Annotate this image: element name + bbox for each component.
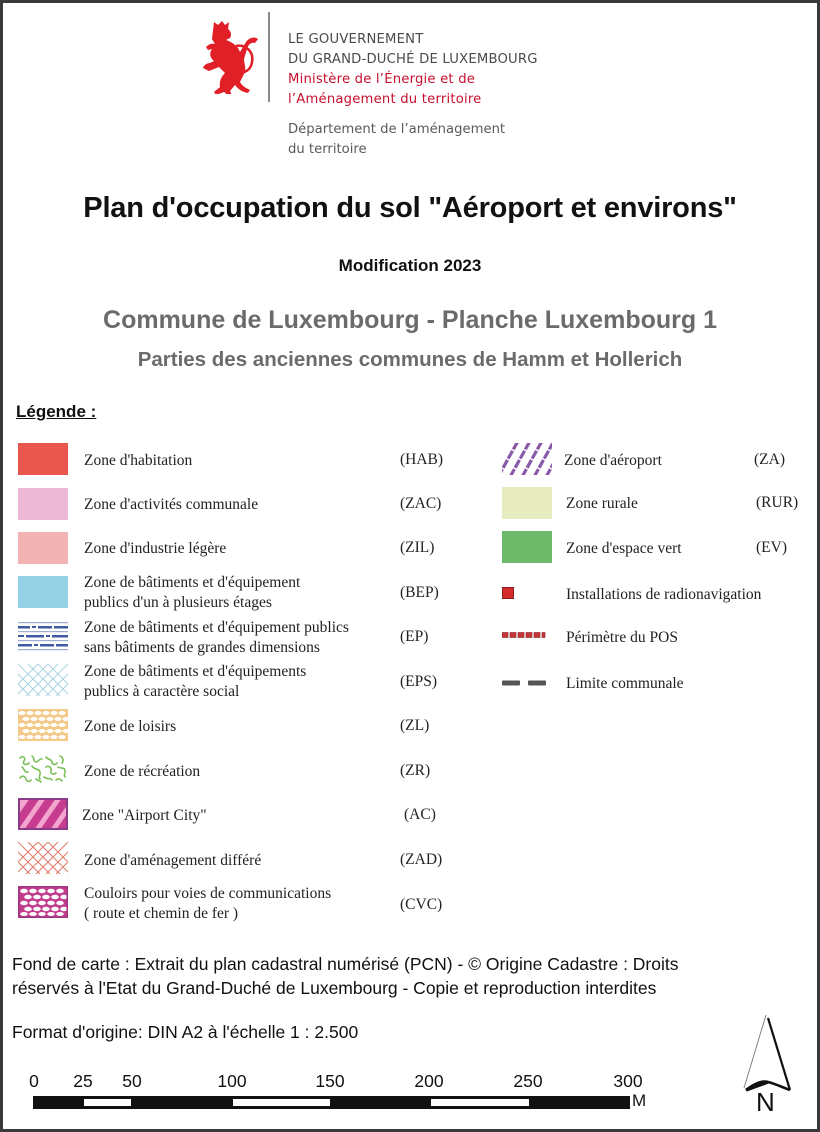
legend-label-za: Zone d'aéroport (564, 452, 662, 469)
scale-tick-label: 200 (414, 1071, 444, 1091)
legend-code-bep: (BEP) (400, 584, 439, 601)
legend-code-ep: (EP) (400, 628, 429, 645)
legend-label-ac: Zone "Airport City" (82, 807, 207, 824)
original-format-note: Format d'origine: DIN A2 à l'échelle 1 : 2.500 (12, 1022, 359, 1042)
commune-boundary-line-icon (502, 680, 548, 686)
red-lion-icon (192, 18, 258, 94)
parties-heading: Parties des anciennes communes de Hamm et Hollerich (137, 348, 683, 371)
legend-code-rur: (RUR) (756, 494, 799, 511)
map-source-note (12, 952, 679, 1000)
scale-tick-label: 50 (122, 1071, 142, 1091)
legend-label-line: Zone de bâtiments et d'équipements (84, 663, 307, 680)
scale-bar-segment (84, 1099, 131, 1106)
swatch-ep (18, 620, 68, 652)
legend-label-ev: Zone d'espace vert (566, 540, 682, 557)
legend-label-bep (84, 573, 300, 613)
legend-code-za: (ZA) (754, 451, 785, 468)
swatch-zr (18, 753, 68, 785)
legend-label-line: Zone de bâtiments et d'équipement (84, 574, 301, 591)
legend-code-cvc: (CVC) (400, 896, 443, 913)
ministry-line: l’Aménagement du territoire (288, 92, 482, 107)
page-title: Plan d'occupation du sol "Aéroport et environs" (83, 192, 737, 224)
swatch-eps (18, 664, 68, 696)
swatch-zil (18, 532, 68, 564)
legend-title: Légende : (16, 402, 97, 421)
swatch-rur (502, 487, 552, 519)
pos-perimeter-line-icon (502, 632, 548, 638)
legend-label-line: publics d'un à plusieurs étages (84, 594, 272, 611)
legend-label-radionavigation: Installations de radionavigation (566, 586, 762, 603)
legend-code-zac: (ZAC) (400, 495, 442, 512)
legend-label-line: Zone de bâtiments et d'équipement publics (84, 619, 349, 636)
department-line: Département de l’aménagement (288, 122, 506, 137)
north-label: N (756, 1087, 775, 1117)
legend-code-ac: (AC) (404, 806, 436, 823)
scale-tick-label: 300 (613, 1071, 643, 1091)
legend-label-zac: Zone d'activités communale (84, 496, 259, 513)
legend-code-eps: (EPS) (400, 673, 438, 690)
legend-label-line: Couloirs pour voies de communications (84, 885, 332, 902)
swatch-zl (18, 709, 68, 741)
legend-code-zil: (ZIL) (400, 539, 435, 556)
scale-unit: M (632, 1091, 647, 1110)
legend-label-eps (84, 662, 306, 702)
legend-label-line: sans bâtiments de grandes dimensions (84, 639, 320, 656)
scale-tick-label: 0 (29, 1071, 39, 1091)
government-line: DU GRAND-DUCHÉ DE LUXEMBOURG (288, 52, 538, 67)
ministry-line: Ministère de l’Énergie et de (288, 72, 476, 87)
legend-label-ep (84, 618, 349, 658)
scale-bar-segment (233, 1099, 330, 1106)
legend-code-hab: (HAB) (400, 451, 444, 468)
commune-heading: Commune de Luxembourg - Planche Luxembourg 1 (103, 306, 717, 334)
department-name (288, 120, 505, 160)
swatch-zac (18, 488, 68, 520)
swatch-hab (18, 443, 68, 475)
legend-label-line: ( route et chemin de fer ) (84, 905, 239, 922)
government-name (288, 30, 538, 110)
radionavigation-marker-icon (502, 587, 514, 599)
swatch-zad (18, 842, 68, 874)
legend-label-rur: Zone rurale (566, 495, 638, 512)
map-source-line: réservés à l'Etat du Grand-Duché de Luxembourg - Copie et reproduction interdites (12, 978, 657, 998)
legend-label-zad: Zone d'aménagement différé (84, 852, 262, 869)
swatch-cvc (18, 886, 68, 918)
scale-tick-label: 250 (513, 1071, 543, 1091)
legend-label-zr: Zone de récréation (84, 763, 201, 780)
swatch-ac (18, 798, 68, 830)
logo-divider (268, 12, 270, 102)
legend-code-zr: (ZR) (400, 762, 431, 779)
map-source-line: Fond de carte : Extrait du plan cadastral numérisé (PCN) - © Origine Cadastre : Droits (12, 954, 679, 974)
legend-label-zl: Zone de loisirs (84, 718, 177, 735)
scale-tick-label: 100 (217, 1071, 247, 1091)
swatch-ev (502, 531, 552, 563)
swatch-za (502, 443, 552, 475)
legend-label-line: publics à caractère social (84, 683, 240, 700)
legend-code-ev: (EV) (756, 539, 787, 556)
scale-tick-label: 25 (73, 1071, 93, 1091)
scale-bar-segment (431, 1099, 529, 1106)
modification-subtitle: Modification 2023 (338, 256, 482, 275)
legend-label-hab: Zone d'habitation (84, 452, 193, 469)
scale-tick-label: 150 (315, 1071, 345, 1091)
government-line: LE GOUVERNEMENT (288, 32, 424, 47)
legend-label-pos-perimeter: Périmètre du POS (566, 629, 678, 646)
legend-label-commune-boundary: Limite communale (566, 675, 684, 692)
legend-code-zad: (ZAD) (400, 851, 443, 868)
legend-label-zil: Zone d'industrie légère (84, 540, 227, 557)
legend-label-cvc (84, 884, 331, 924)
swatch-bep (18, 576, 68, 608)
department-line: du territoire (288, 142, 367, 157)
legend-code-zl: (ZL) (400, 717, 430, 734)
